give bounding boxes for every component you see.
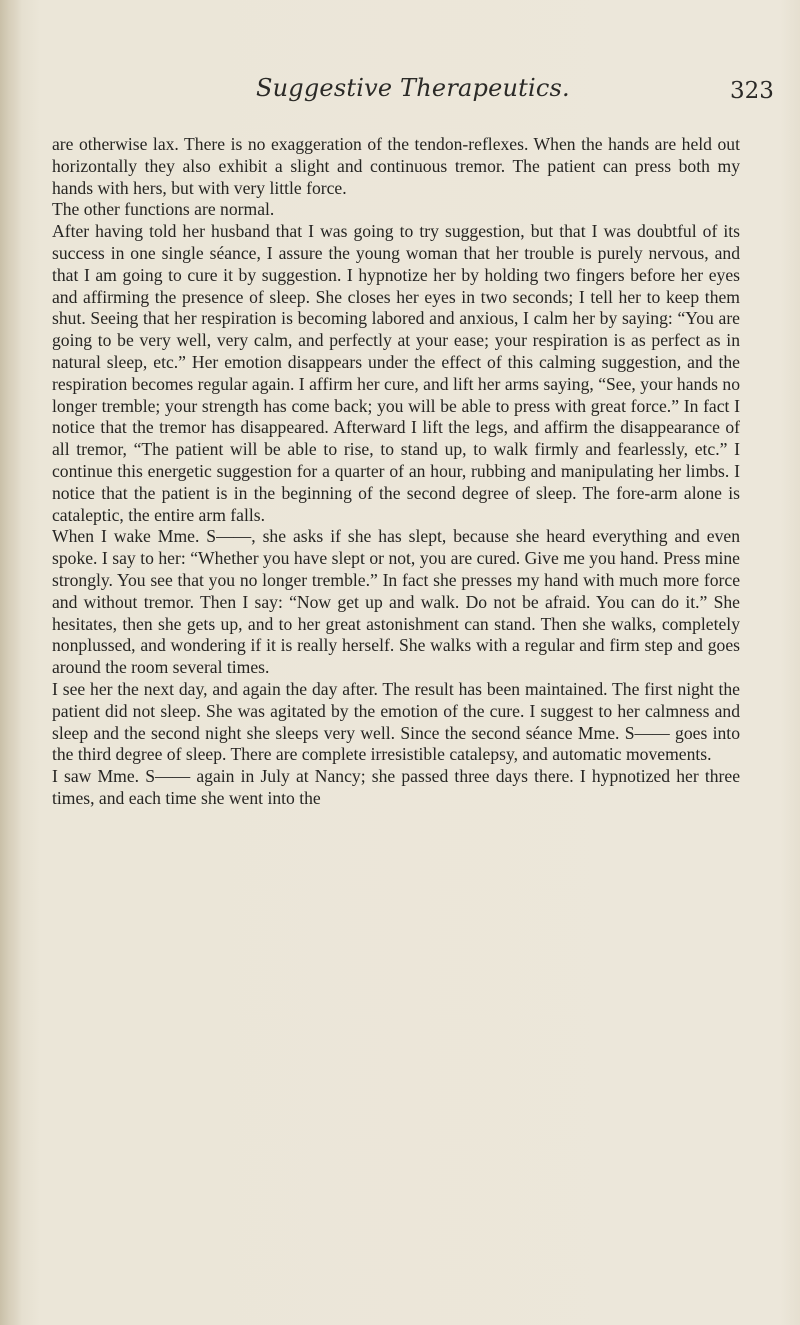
paragraph: are otherwise lax. There is no exaggeration of the tendon-reflexes. When the hands are held out horizontally they also exhibit a slight and continuous tremor. The patient can press both my hands with hers, but with very little force. xyxy=(52,134,740,198)
body-text xyxy=(52,134,740,810)
running-title: Suggestive Therapeutics. xyxy=(256,74,570,102)
paragraph: I saw Mme. S—— again in July at Nancy; she passed three days there. I hypnotized her three times, and each time she went into the xyxy=(52,766,740,808)
paragraph: When I wake Mme. S——, she asks if she has slept, because she heard everything and even spoke. I say to her: “Whether you have slept or not, you are cured. Give me you hand. Press mine strongly. You see that you no longer tremble.” In fact she presses my hand with much more force and without tremor. Then I say: “Now get up and walk. Do not be afraid. You can do it.” She hesitates, then she gets up, and to her great astonishment can stand. Then she walks, completely nonplussed, and wondering if it is really herself. She walks with a regular and firm step and goes around the room several times. xyxy=(52,526,740,678)
page-spine-shadow xyxy=(0,0,22,1325)
paragraph: The other functions are normal. xyxy=(52,199,275,220)
paragraph: After having told her husband that I was going to try suggestion, but that I was doubtful of its success in one single séance, I assure the young woman that her trouble is purely nervous, and that I am going to cure it by suggestion. I hypnotize her by holding two fingers before her eyes and affirming the presence of sleep. She closes her eyes in two seconds; I tell her to keep them shut. Seeing that her respiration is becoming labored and anxious, I calm her by saying: “You are going to be very well, very calm, and perfectly at your ease; your respiration is as perfect as in natural sleep, etc.” Her emotion disappears under the effect of this calming suggestion, and the respiration becomes regular again. I affirm her cure, and lift her arms saying, “See, your hands no longer tremble; your strength has come back; you will be able to press with great force.” In fact I notice that the tremor has disappeared. Afterward I lift the legs, and affirm the disappearance of all tremor, “The patient will be able to rise, to stand up, to walk firmly and fearlessly, etc.” I continue this energetic suggestion for a quarter of an hour, rubbing and manipulating her limbs. I notice that the patient is in the beginning of the second degree of sleep. The fore-arm alone is cataleptic, the entire arm falls. xyxy=(52,221,740,525)
page-number: 323 xyxy=(730,78,774,104)
page-header xyxy=(0,74,800,114)
paragraph: I see her the next day, and again the day after. The result has been maintained. The first night the patient did not sleep. She was agitated by the emotion of the cure. I suggest to her calmness and sleep and the second night she sleeps very well. Since the second séance Mme. S—— goes into the third degree of sleep. There are complete irresistible catalepsy, and automatic movements. xyxy=(52,678,740,765)
